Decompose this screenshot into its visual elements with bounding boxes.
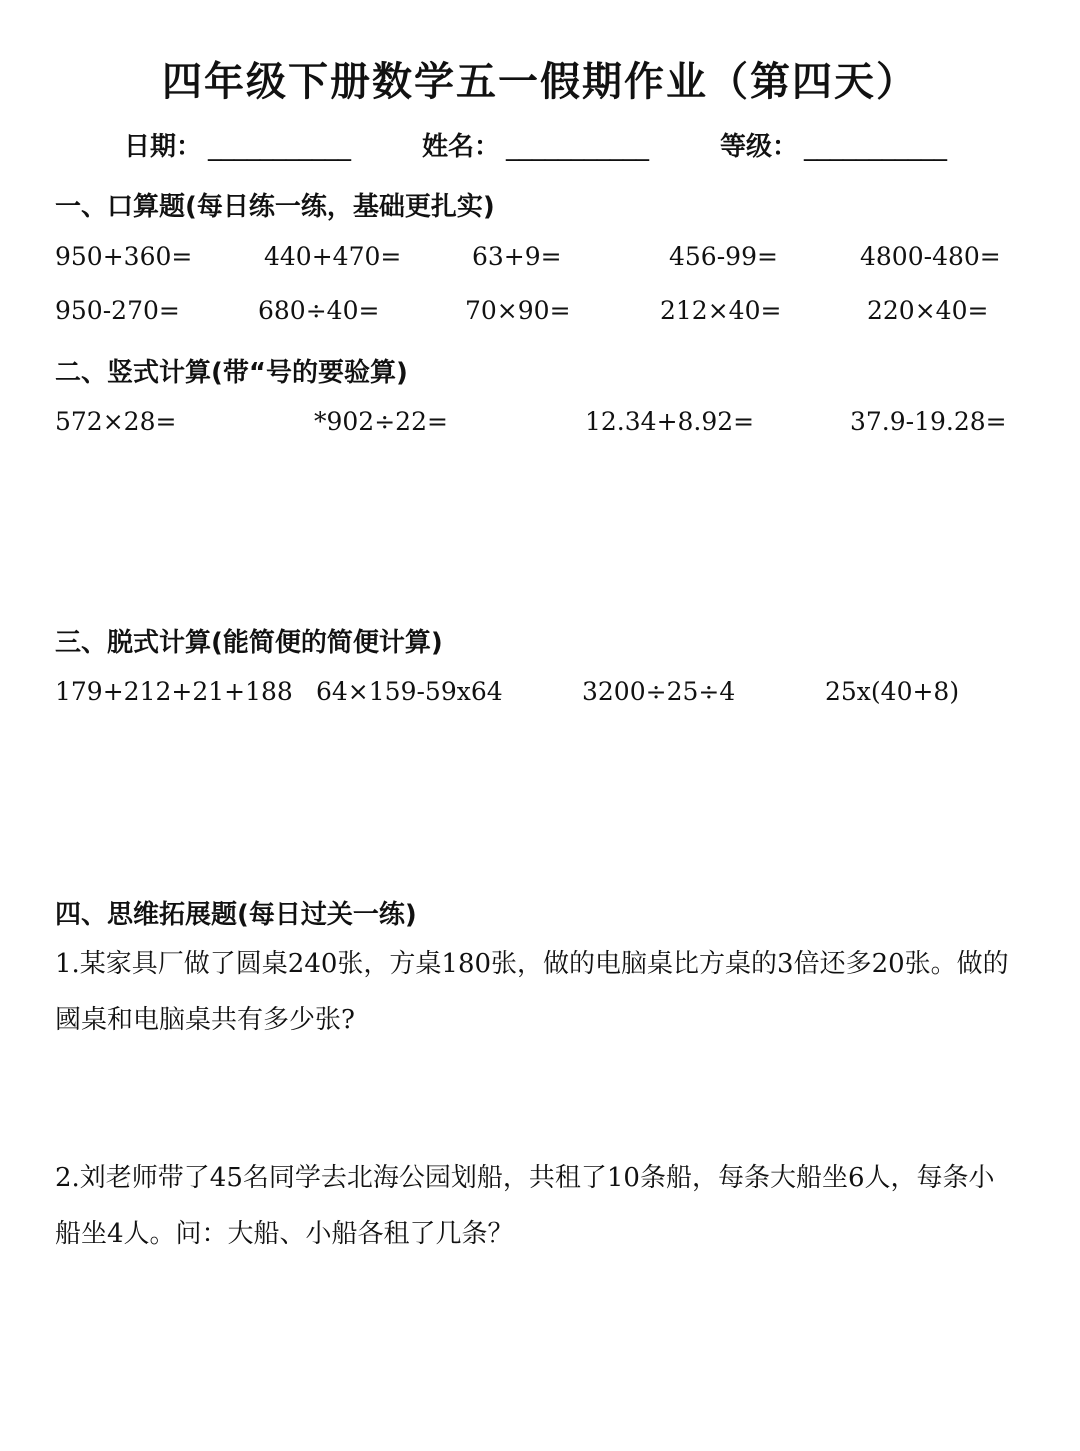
stepwise-calc-item: 64×159-59x64 (316, 677, 503, 706)
oral-item: 212×40= (660, 296, 782, 325)
oral-item: 63+9= (472, 242, 562, 271)
vertical-calc-item: 572×28= (55, 407, 177, 436)
grade-blank: ___________ (804, 132, 948, 162)
oral-item: 950+360= (55, 242, 193, 271)
vertical-calc-item: 12.34+8.92= (585, 407, 755, 436)
section-2-heading: 二、竖式计算(带“号的要验算) (55, 358, 408, 388)
oral-item: 220×40= (867, 296, 989, 325)
oral-item: 4800-480= (860, 242, 1001, 271)
section-1-heading: 一、口算题(每日练一练，基础更扎实) (55, 192, 495, 222)
stepwise-calc-item: 179+212+21+188 (55, 677, 293, 706)
date-field (124, 126, 351, 163)
page-title: 四年级下册数学五一假期作业（第四天） (162, 59, 918, 105)
oral-item: 440+470= (264, 242, 402, 271)
vertical-calc-item: *902÷22= (314, 407, 448, 436)
date-label: 日期： (124, 132, 203, 162)
oral-item: 680÷40= (258, 296, 380, 325)
section-3-heading: 三、脱式计算(能简便的简便计算) (55, 628, 443, 658)
name-blank: ___________ (506, 132, 650, 162)
stepwise-calc-item: 3200÷25÷4 (582, 677, 736, 706)
oral-item: 70×90= (465, 296, 571, 325)
oral-item: 950-270= (55, 296, 180, 325)
oral-item: 456-99= (669, 242, 778, 271)
vertical-calc-item: 37.9-19.28= (850, 407, 1007, 436)
word-problem: 2.刘老师带了45名同学去北海公园划船，共租了10条船，每条大船坐6人，每条小船坐4人。问：大船、小船各租了几条？ (55, 1163, 995, 1249)
grade-field (720, 126, 947, 163)
stepwise-calc-item: 25x(40+8) (825, 677, 960, 706)
section-4-heading: 四、思维拓展题(每日过关一练) (55, 900, 417, 930)
word-problem: 1.某家具厂做了圆桌240张，方桌180张，做的电脑桌比方桌的3倍还多20张。做的國桌和电脑桌共有多少张? (55, 949, 1009, 1035)
name-field (422, 126, 649, 163)
name-label: 姓名： (422, 132, 501, 162)
grade-label: 等级： (720, 132, 799, 162)
date-blank: ___________ (208, 132, 352, 162)
